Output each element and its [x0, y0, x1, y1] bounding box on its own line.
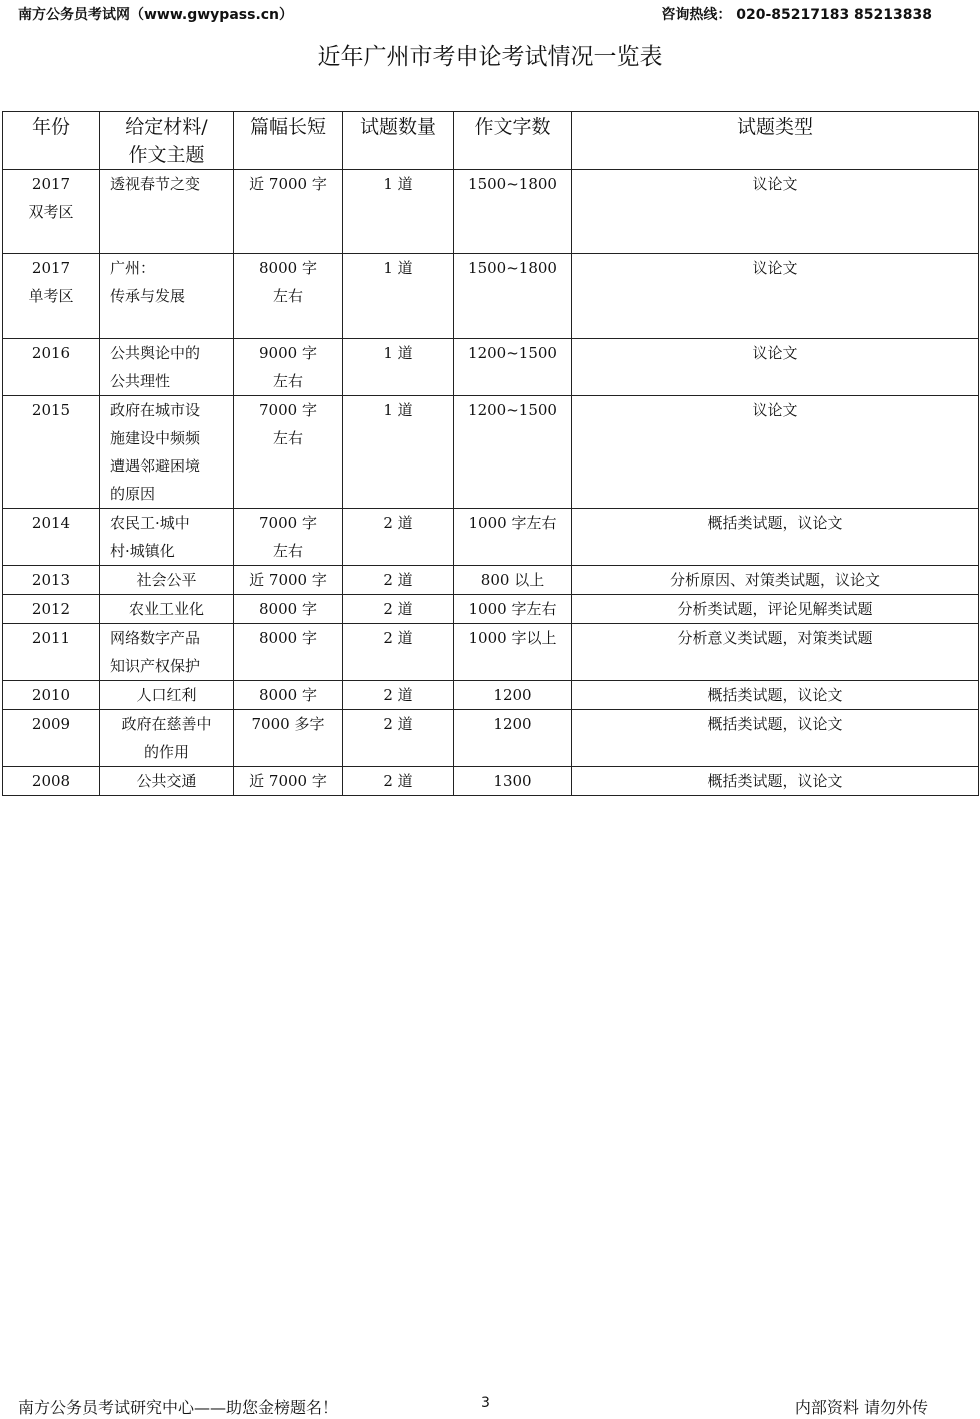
header-site-name: 南方公务员考试网（www.gwypass.cn） [18, 7, 294, 23]
cell-material: 社会公平 [100, 566, 234, 595]
cell-material: 广州： 传承与发展 [100, 254, 234, 339]
table-row [3, 624, 979, 681]
cell-year: 2009 [3, 710, 100, 767]
header-type: 试题类型 [572, 112, 979, 170]
cell-type: 概括类试题，议论文 [572, 681, 979, 710]
cell-count: 1 道 [343, 339, 454, 396]
cell-words: 1500~1800 [454, 254, 572, 339]
cell-count: 2 道 [343, 767, 454, 796]
cell-material: 政府在慈善中 的作用 [100, 710, 234, 767]
table-row [3, 566, 979, 595]
cell-count: 1 道 [343, 396, 454, 509]
cell-words: 1300 [454, 767, 572, 796]
cell-type: 议论文 [572, 396, 979, 509]
cell-words: 1200~1500 [454, 396, 572, 509]
cell-count: 2 道 [343, 566, 454, 595]
page-header [18, 4, 932, 26]
cell-words: 1000 字以上 [454, 624, 572, 681]
cell-length: 7000 字 左右 [234, 396, 343, 509]
cell-year: 2017 双考区 [3, 170, 100, 254]
cell-length: 7000 字 左右 [234, 509, 343, 566]
footer-slogan: 南方公务员考试研究中心——助您金榜题名！ [18, 1398, 339, 1417]
header-material: 给定材料/ 作文主题 [100, 112, 234, 170]
cell-length: 8000 字 [234, 681, 343, 710]
table-row [3, 339, 979, 396]
cell-count: 2 道 [343, 595, 454, 624]
cell-words: 1200 [454, 681, 572, 710]
cell-material: 公共交通 [100, 767, 234, 796]
cell-type: 议论文 [572, 339, 979, 396]
cell-year: 2013 [3, 566, 100, 595]
cell-year: 2008 [3, 767, 100, 796]
cell-type: 概括类试题，议论文 [572, 767, 979, 796]
cell-length: 近 7000 字 [234, 170, 343, 254]
cell-year: 2011 [3, 624, 100, 681]
cell-material: 农民工·城中 村·城镇化 [100, 509, 234, 566]
cell-count: 1 道 [343, 170, 454, 254]
cell-length: 8000 字 [234, 595, 343, 624]
cell-material: 公共舆论中的 公共理性 [100, 339, 234, 396]
cell-length: 8000 字 [234, 624, 343, 681]
cell-words: 1200~1500 [454, 339, 572, 396]
cell-type: 概括类试题，议论文 [572, 509, 979, 566]
table-row [3, 595, 979, 624]
cell-type: 议论文 [572, 170, 979, 254]
footer-notice: 内部资料 请勿外传 [794, 1398, 928, 1417]
table-row [3, 681, 979, 710]
table-row [3, 396, 979, 509]
cell-count: 2 道 [343, 710, 454, 767]
cell-material: 政府在城市设 施建设中频频 遭遇邻避困境 的原因 [100, 396, 234, 509]
cell-type: 议论文 [572, 254, 979, 339]
header-length: 篇幅长短 [234, 112, 343, 170]
cell-type: 分析原因、对策类试题，议论文 [572, 566, 979, 595]
cell-words: 1200 [454, 710, 572, 767]
cell-year: 2015 [3, 396, 100, 509]
cell-length: 9000 字 左右 [234, 339, 343, 396]
cell-length: 8000 字 左右 [234, 254, 343, 339]
cell-material: 透视春节之变 [100, 170, 234, 254]
cell-words: 1000 字左右 [454, 595, 572, 624]
table-row [3, 170, 979, 254]
exam-summary-table [2, 111, 979, 796]
header-hotline: 咨询热线： 020-85217183 85213838 [661, 7, 932, 23]
cell-length: 7000 多字 [234, 710, 343, 767]
page-footer [18, 1395, 928, 1417]
table-row [3, 710, 979, 767]
page-title: 近年广州市考申论考试情况一览表 [317, 44, 663, 70]
cell-material: 农业工业化 [100, 595, 234, 624]
cell-count: 2 道 [343, 681, 454, 710]
cell-year: 2010 [3, 681, 100, 710]
cell-length: 近 7000 字 [234, 566, 343, 595]
page-number: 3 [481, 1395, 490, 1411]
cell-year: 2014 [3, 509, 100, 566]
cell-words: 1000 字左右 [454, 509, 572, 566]
cell-words: 800 以上 [454, 566, 572, 595]
header-count: 试题数量 [343, 112, 454, 170]
cell-year: 2017 单考区 [3, 254, 100, 339]
cell-material: 人口红利 [100, 681, 234, 710]
table-body [3, 170, 979, 796]
cell-words: 1500~1800 [454, 170, 572, 254]
cell-year: 2016 [3, 339, 100, 396]
cell-count: 2 道 [343, 624, 454, 681]
cell-length: 近 7000 字 [234, 767, 343, 796]
cell-material: 网络数字产品 知识产权保护 [100, 624, 234, 681]
cell-type: 概括类试题，议论文 [572, 710, 979, 767]
cell-count: 1 道 [343, 254, 454, 339]
table-header-row [3, 112, 979, 170]
header-year: 年份 [3, 112, 100, 170]
table-row [3, 767, 979, 796]
table-row [3, 254, 979, 339]
header-words: 作文字数 [454, 112, 572, 170]
cell-year: 2012 [3, 595, 100, 624]
table-row [3, 509, 979, 566]
cell-type: 分析意义类试题，对策类试题 [572, 624, 979, 681]
cell-count: 2 道 [343, 509, 454, 566]
cell-type: 分析类试题，评论见解类试题 [572, 595, 979, 624]
